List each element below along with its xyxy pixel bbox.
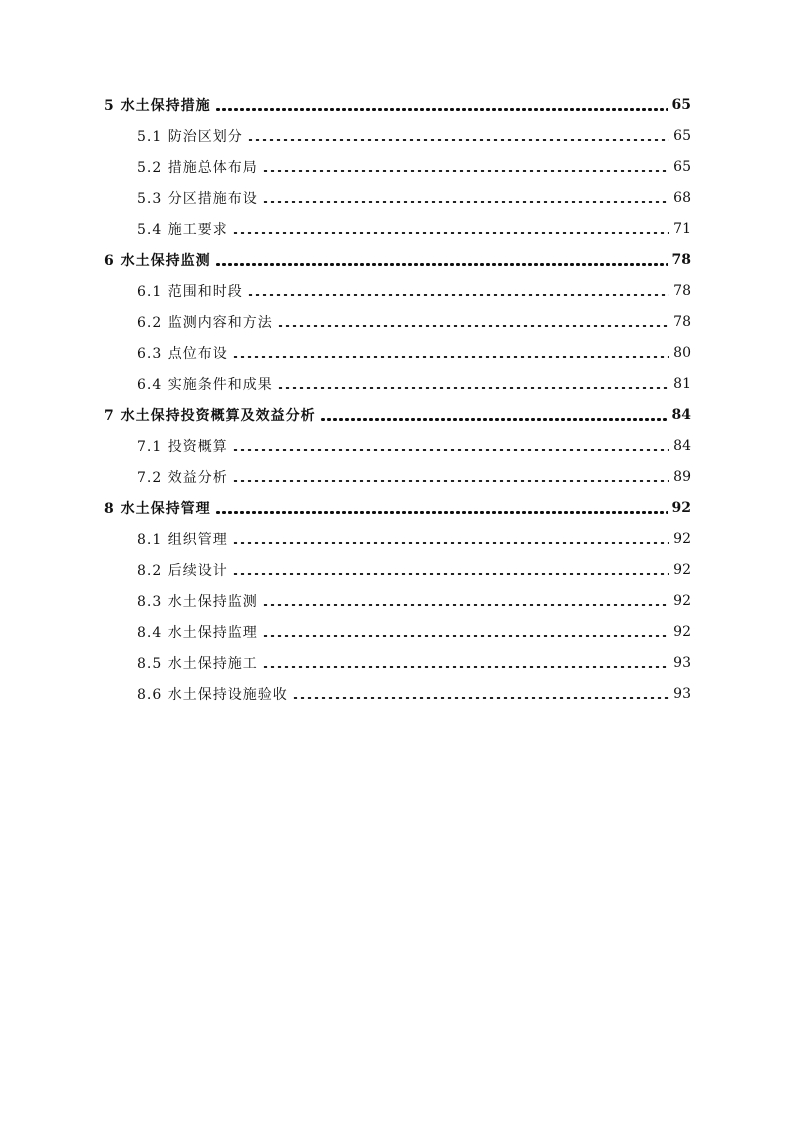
dot-leader — [232, 480, 669, 482]
toc-section-8-5[interactable] — [104, 647, 691, 678]
toc-entry-title: 5.4 施工要求 — [137, 221, 228, 238]
table-of-contents — [104, 89, 691, 709]
toc-page-number: 65 — [673, 127, 691, 144]
toc-page-number: 78 — [671, 251, 691, 268]
toc-section-5-1[interactable] — [104, 120, 691, 151]
toc-page-number: 92 — [673, 623, 691, 640]
toc-section-6-3[interactable] — [104, 337, 691, 368]
toc-entry-title: 6.2 监测内容和方法 — [137, 314, 273, 331]
toc-entry-title: 7.1 投资概算 — [137, 438, 228, 455]
dot-leader — [320, 418, 668, 421]
toc-entry-title: 5.1 防治区划分 — [137, 128, 243, 145]
toc-page-number: 78 — [673, 282, 691, 299]
toc-entry-title: 8.5 水土保持施工 — [137, 655, 258, 672]
dot-leader — [262, 604, 669, 606]
toc-page-number: 92 — [671, 499, 691, 516]
toc-chapter-7[interactable] — [104, 399, 691, 430]
toc-chapter-6[interactable] — [104, 244, 691, 275]
toc-page-number: 93 — [673, 654, 691, 671]
toc-chapter-5[interactable] — [104, 89, 691, 120]
toc-page-number: 81 — [673, 375, 691, 392]
toc-page-number: 78 — [673, 313, 691, 330]
dot-leader — [262, 201, 669, 203]
dot-leader — [232, 449, 669, 451]
dot-leader — [277, 387, 669, 389]
dot-leader — [277, 325, 669, 327]
toc-entry-title: 8.3 水土保持监测 — [137, 593, 258, 610]
toc-section-5-2[interactable] — [104, 151, 691, 182]
toc-page-number: 93 — [673, 685, 691, 702]
toc-entry-title: 5.3 分区措施布设 — [137, 190, 258, 207]
toc-page-number: 71 — [673, 220, 691, 237]
toc-page-number: 65 — [673, 158, 691, 175]
toc-section-8-1[interactable] — [104, 523, 691, 554]
toc-entry-title: 8.2 后续设计 — [137, 562, 228, 579]
toc-chapter-8[interactable] — [104, 492, 691, 523]
toc-page-number: 89 — [673, 468, 691, 485]
dot-leader — [232, 356, 669, 358]
toc-section-7-2[interactable] — [104, 461, 691, 492]
toc-section-6-1[interactable] — [104, 275, 691, 306]
dot-leader — [232, 232, 669, 234]
toc-page-number: 92 — [673, 592, 691, 609]
toc-entry-title: 5 水土保持措施 — [104, 97, 211, 114]
dot-leader — [215, 108, 668, 111]
toc-entry-title: 6.3 点位布设 — [137, 345, 228, 362]
toc-entry-title: 6 水土保持监测 — [104, 252, 211, 269]
toc-page-number: 80 — [673, 344, 691, 361]
toc-section-8-4[interactable] — [104, 616, 691, 647]
dot-leader — [215, 511, 668, 514]
dot-leader — [215, 263, 668, 266]
toc-section-6-2[interactable] — [104, 306, 691, 337]
toc-section-8-2[interactable] — [104, 554, 691, 585]
toc-page-number: 68 — [673, 189, 691, 206]
dot-leader — [262, 170, 669, 172]
toc-entry-title: 8.4 水土保持监理 — [137, 624, 258, 641]
toc-page-number: 65 — [671, 96, 691, 113]
dot-leader — [292, 697, 669, 699]
dot-leader — [247, 139, 669, 141]
toc-section-8-6[interactable] — [104, 678, 691, 709]
toc-entry-title: 6.1 范围和时段 — [137, 283, 243, 300]
toc-entry-title: 8 水土保持管理 — [104, 500, 211, 517]
dot-leader — [232, 542, 669, 544]
dot-leader — [247, 294, 669, 296]
toc-entry-title: 5.2 措施总体布局 — [137, 159, 258, 176]
toc-entry-title: 7 水土保持投资概算及效益分析 — [104, 407, 316, 424]
dot-leader — [262, 635, 669, 637]
toc-section-5-4[interactable] — [104, 213, 691, 244]
toc-entry-title: 6.4 实施条件和成果 — [137, 376, 273, 393]
dot-leader — [232, 573, 669, 575]
toc-page-number: 84 — [673, 437, 691, 454]
toc-section-7-1[interactable] — [104, 430, 691, 461]
dot-leader — [262, 666, 669, 668]
toc-entry-title: 8.6 水土保持设施验收 — [137, 686, 288, 703]
toc-section-6-4[interactable] — [104, 368, 691, 399]
toc-entry-title: 7.2 效益分析 — [137, 469, 228, 486]
toc-section-8-3[interactable] — [104, 585, 691, 616]
toc-page-number: 92 — [673, 530, 691, 547]
toc-page-number: 92 — [673, 561, 691, 578]
toc-page-number: 84 — [671, 406, 691, 423]
toc-entry-title: 8.1 组织管理 — [137, 531, 228, 548]
toc-section-5-3[interactable] — [104, 182, 691, 213]
